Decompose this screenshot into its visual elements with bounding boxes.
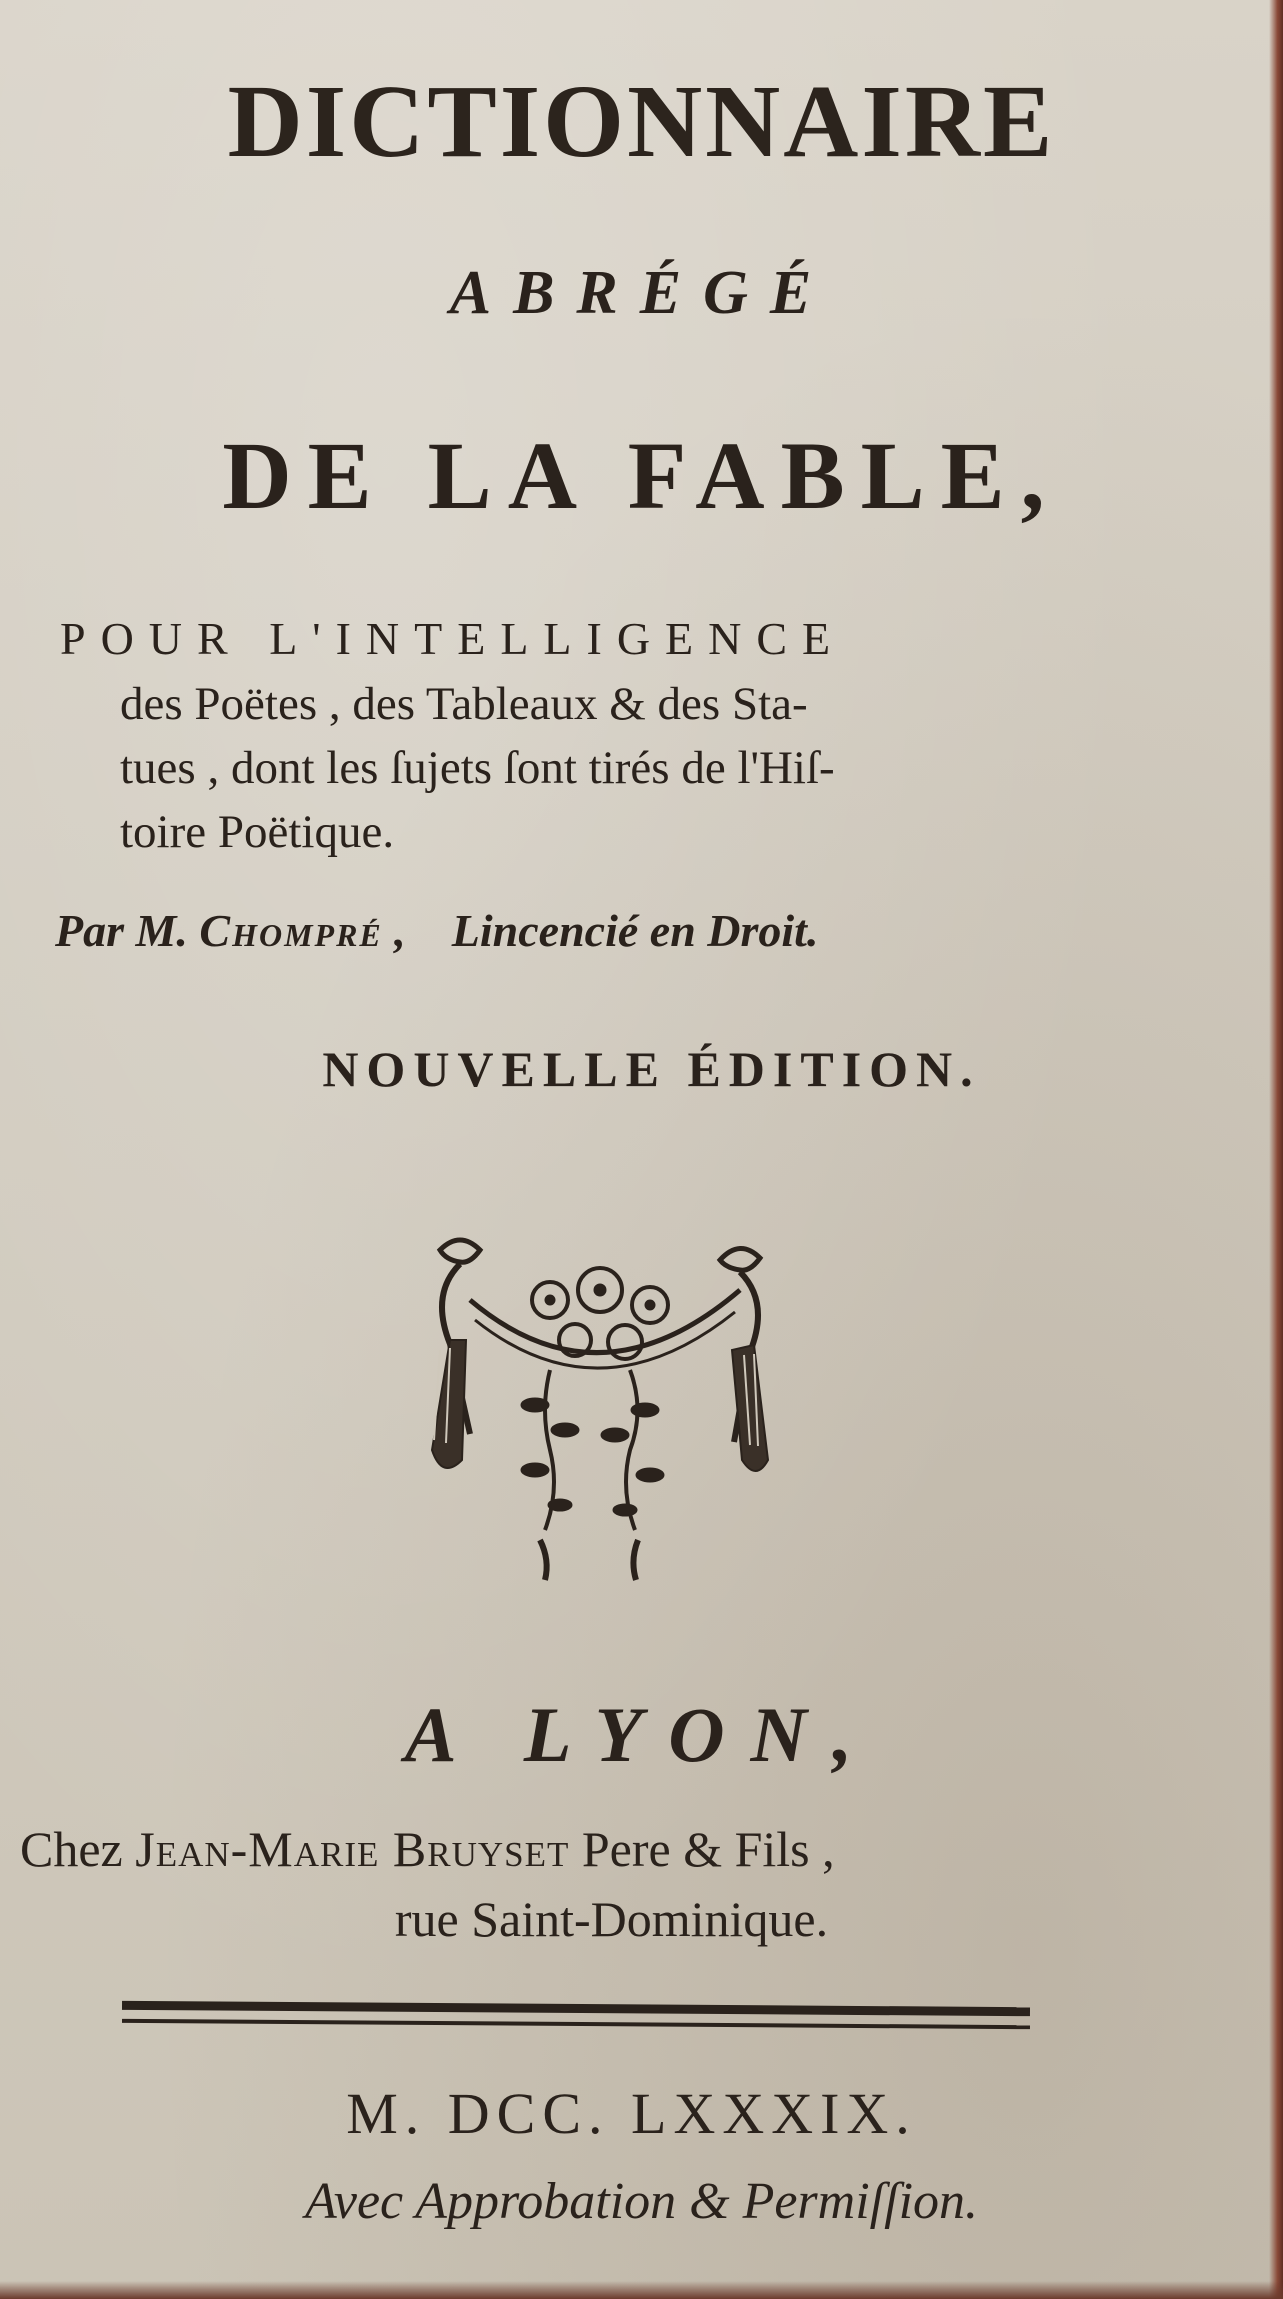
floral-garland-ornament-icon	[400, 1230, 800, 1590]
book-title: DICTIONNAIRE	[227, 64, 1056, 179]
publisher-name: Jean-Marie Bruyset	[135, 1821, 570, 1877]
purpose-line: des Poëtes , des Tableaux & des Sta-	[120, 678, 808, 730]
publication-year: M. DCC. LXXXIX.	[346, 2081, 917, 2146]
author-qualification: Lincencié en Droit.	[451, 905, 819, 956]
subtitle-abrege: ABRÉGÉ	[449, 259, 834, 327]
publisher-line	[20, 1820, 835, 1878]
page-edge	[1269, 0, 1283, 2299]
purpose-heading: POUR L'INTELLIGENCE	[60, 613, 846, 664]
publisher-suffix: Pere & Fils ,	[581, 1821, 835, 1877]
publisher-prefix: Chez	[20, 1821, 123, 1877]
approval-line: Avec Approbation & Permiſſion.	[304, 2173, 979, 2230]
author-prefix: Par M.	[55, 905, 188, 956]
purpose-line: tues , dont les ſujets ſont tirés de l'Hiſ-	[120, 742, 835, 794]
edition-line: NOUVELLE ÉDITION.	[322, 1041, 981, 1097]
subtitle-fable: DE LA FABLE,	[222, 422, 1061, 529]
author-separator: ,	[394, 905, 406, 956]
publisher-address: rue Saint-Dominique.	[394, 1891, 829, 1947]
author-name: Chompré	[199, 905, 383, 956]
double-rule-thick	[122, 2001, 1030, 2016]
double-rule-thin	[122, 2019, 1030, 2029]
author-line	[55, 904, 1205, 957]
purpose-line: toire Poëtique.	[120, 806, 395, 858]
place-line: A LYON,	[404, 1691, 879, 1778]
page-bottom-edge	[0, 2281, 1283, 2299]
